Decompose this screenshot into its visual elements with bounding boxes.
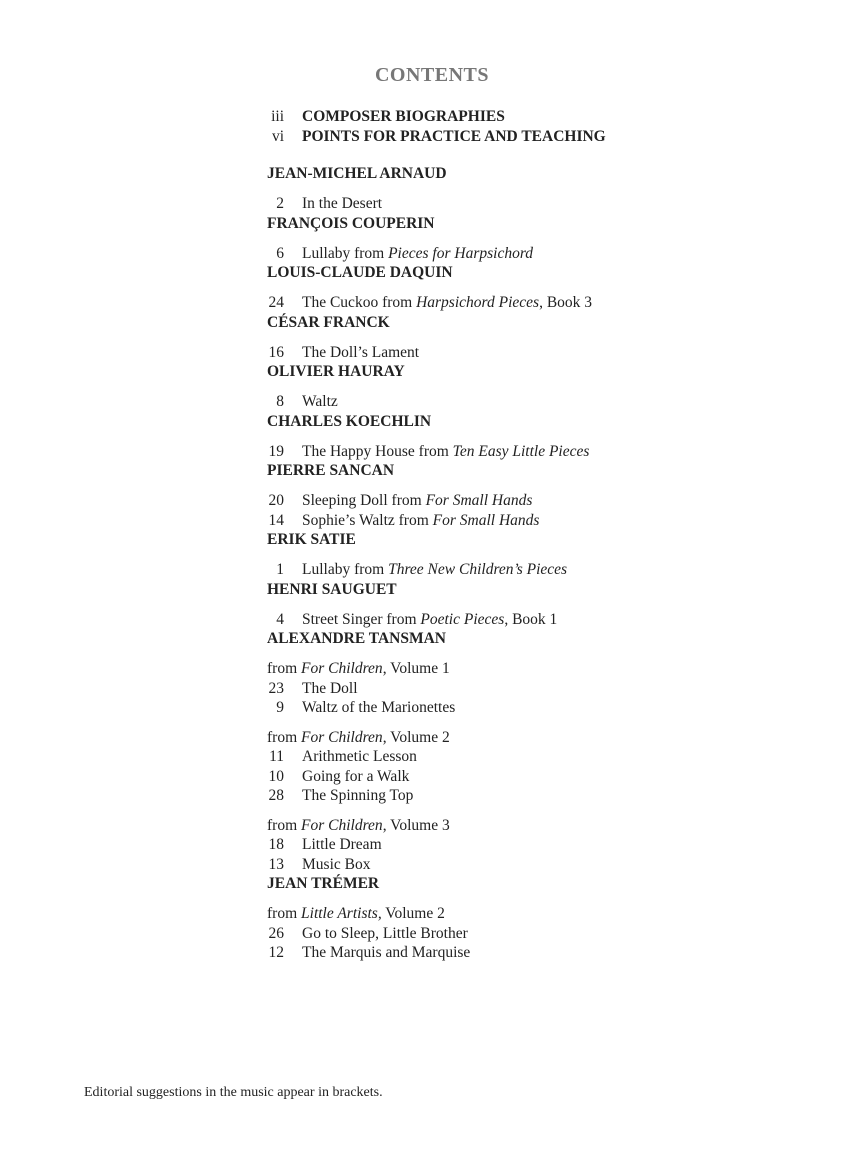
composer-section	[267, 629, 807, 874]
front-matter-label: POINTS FOR PRACTICE AND TEACHING	[302, 128, 606, 145]
composer-list	[267, 164, 807, 963]
page-number: 16	[268, 343, 284, 361]
entry-title	[302, 679, 358, 699]
page-number: 23	[268, 679, 284, 697]
composer-section	[267, 530, 807, 580]
entry-title	[302, 244, 533, 264]
collection-title: For Small Hands	[425, 492, 533, 509]
toc-entry[interactable]	[267, 194, 807, 214]
toc-entry[interactable]	[267, 855, 807, 875]
piece-title: Street Singer from	[302, 610, 421, 628]
collection-volume: Volume 2	[381, 905, 445, 922]
collection-prefix: from	[267, 660, 302, 677]
page-number: 10	[268, 767, 284, 785]
toc-entry[interactable]	[267, 343, 807, 363]
entry-title	[302, 943, 470, 963]
entry-title	[302, 491, 532, 511]
entry-title	[302, 767, 409, 787]
toc-entry[interactable]	[267, 511, 807, 531]
collection-heading	[267, 728, 807, 748]
entry-title	[302, 194, 382, 214]
composer-name: FRANÇOIS COUPERIN	[267, 214, 435, 232]
page-number: 9	[276, 699, 284, 716]
page-number: 11	[269, 748, 284, 765]
footnote: Editorial suggestions in the music appear in brackets.	[84, 1085, 383, 1100]
piece-title: The Marquis and Marquise	[302, 944, 471, 961]
piece-title: Lullaby from	[302, 244, 389, 262]
page-number: 1	[276, 561, 284, 578]
entry-title	[302, 560, 567, 580]
composer-name: ERIK SATIE	[267, 531, 356, 548]
entry-title	[302, 698, 455, 718]
composer-name: JEAN-MICHEL ARNAUD	[267, 165, 447, 182]
front-matter-item[interactable]	[266, 127, 606, 147]
page-title: CONTENTS	[374, 64, 490, 86]
composer-section	[267, 362, 807, 412]
collection-heading	[267, 904, 807, 924]
page-number: 4	[276, 610, 284, 628]
toc-entry[interactable]	[267, 293, 807, 313]
piece-title: The Spinning Top	[302, 787, 414, 804]
entry-title	[302, 511, 539, 531]
toc-entry[interactable]	[267, 244, 807, 264]
entry-title	[302, 924, 468, 944]
entry-title	[302, 392, 338, 412]
piece-title: In the Desert	[302, 195, 383, 212]
toc-entry[interactable]	[267, 943, 807, 963]
collection-title: Three New Children’s Pieces	[388, 561, 568, 578]
piece-title: Little Dream	[302, 836, 382, 853]
collection-title: For Small Hands	[432, 511, 540, 529]
collection-title: For Children	[301, 816, 383, 834]
entry-title	[302, 610, 557, 630]
toc-entry[interactable]	[267, 560, 807, 580]
collection-prefix: from	[267, 728, 302, 746]
piece-title: Arithmetic Lesson	[302, 748, 417, 765]
composer-section	[267, 580, 807, 630]
toc-entry[interactable]	[267, 786, 807, 806]
front-matter-item[interactable]	[266, 107, 606, 127]
composer-section	[267, 164, 807, 214]
collection-group	[267, 659, 807, 718]
collection-group	[267, 816, 807, 875]
collection-volume: , Volume 1	[382, 660, 450, 677]
piece-title: Waltz	[302, 393, 338, 410]
page-number: 18	[268, 836, 284, 853]
toc-entry[interactable]	[267, 679, 807, 699]
piece-title: Music Box	[302, 855, 371, 873]
page-number: 12	[268, 944, 284, 961]
collection-title: Ten Easy Little Pieces	[452, 442, 590, 460]
toc-entry[interactable]	[267, 491, 807, 511]
collection-prefix: from	[267, 816, 302, 834]
front-matter-list	[266, 107, 606, 147]
toc-entry[interactable]	[267, 698, 807, 718]
composer-name: CÉSAR FRANCK	[267, 313, 390, 331]
entry-title	[302, 835, 382, 855]
piece-title: Lullaby from	[302, 561, 389, 578]
entry-title	[302, 786, 413, 806]
toc-entry[interactable]	[267, 767, 807, 787]
entry-title	[302, 855, 370, 875]
page-number: 19	[268, 442, 284, 460]
page-number: 20	[268, 492, 284, 509]
entry-suffix: , Book 3	[539, 294, 593, 311]
collection-heading	[267, 816, 807, 836]
page-number: 8	[276, 393, 284, 410]
piece-title: The Happy House from	[302, 442, 453, 460]
collection-title: For Children	[301, 728, 383, 746]
composer-section	[267, 461, 807, 530]
piece-title: The Doll	[302, 679, 358, 697]
page-number: 2	[276, 195, 284, 212]
collection-volume: , Volume 2	[382, 728, 450, 746]
front-matter-label: COMPOSER BIOGRAPHIES	[302, 108, 505, 125]
toc-entry[interactable]	[267, 924, 807, 944]
toc-entry[interactable]	[267, 610, 807, 630]
piece-title: Waltz of the Marionettes	[302, 699, 456, 716]
composer-section	[267, 263, 807, 313]
entry-suffix: , Book 1	[504, 610, 558, 628]
collection-prefix: from	[267, 905, 302, 922]
piece-title: The Doll’s Lament	[302, 343, 420, 361]
page-number: vi	[271, 128, 284, 145]
page-number: 6	[276, 244, 284, 262]
toc-entry[interactable]	[267, 747, 807, 767]
collection-title: Poetic Pieces	[420, 610, 505, 628]
composer-section	[267, 412, 807, 462]
composer-section	[267, 313, 807, 363]
piece-title: Going for a Walk	[302, 767, 410, 785]
composer-section	[267, 214, 807, 264]
piece-title: Sophie’s Waltz from	[302, 511, 433, 529]
collection-group	[267, 728, 807, 806]
composer-name: LOUIS-CLAUDE DAQUIN	[267, 264, 453, 281]
page-number: 24	[268, 294, 284, 311]
collection-heading	[267, 659, 807, 679]
collection-volume: , Volume 3	[382, 816, 450, 834]
composer-name: PIERRE SANCAN	[267, 462, 395, 479]
collection-group	[267, 904, 807, 963]
composer-name: OLIVIER HAURAY	[267, 363, 405, 380]
composer-name: ALEXANDRE TANSMAN	[267, 630, 446, 647]
composer-name: JEAN TRÉMER	[267, 875, 380, 892]
page-number: 28	[268, 787, 284, 804]
composer-name: CHARLES KOECHLIN	[267, 412, 432, 430]
page-number: 14	[268, 511, 284, 529]
collection-title: Pieces for Harpsichord	[388, 244, 534, 262]
collection-title: For Children	[301, 660, 383, 677]
piece-title: Sleeping Doll from	[302, 492, 426, 509]
toc-entry[interactable]	[267, 392, 807, 412]
page-number: iii	[271, 108, 284, 125]
piece-title: Go to Sleep, Little Brother	[302, 924, 468, 942]
toc-entry[interactable]	[267, 442, 807, 462]
entry-title	[302, 442, 589, 462]
collection-title: Harpsichord Pieces	[416, 294, 540, 311]
toc-entry[interactable]	[267, 835, 807, 855]
entry-title	[302, 343, 419, 363]
entry-title	[302, 747, 417, 767]
composer-name: HENRI SAUGUET	[267, 580, 397, 598]
page-number: 13	[268, 855, 284, 873]
composer-section	[267, 874, 807, 963]
entry-title	[302, 293, 592, 313]
piece-title: The Cuckoo from	[302, 294, 417, 311]
collection-title: Little Artists,	[301, 905, 382, 922]
page-number: 26	[268, 924, 284, 942]
